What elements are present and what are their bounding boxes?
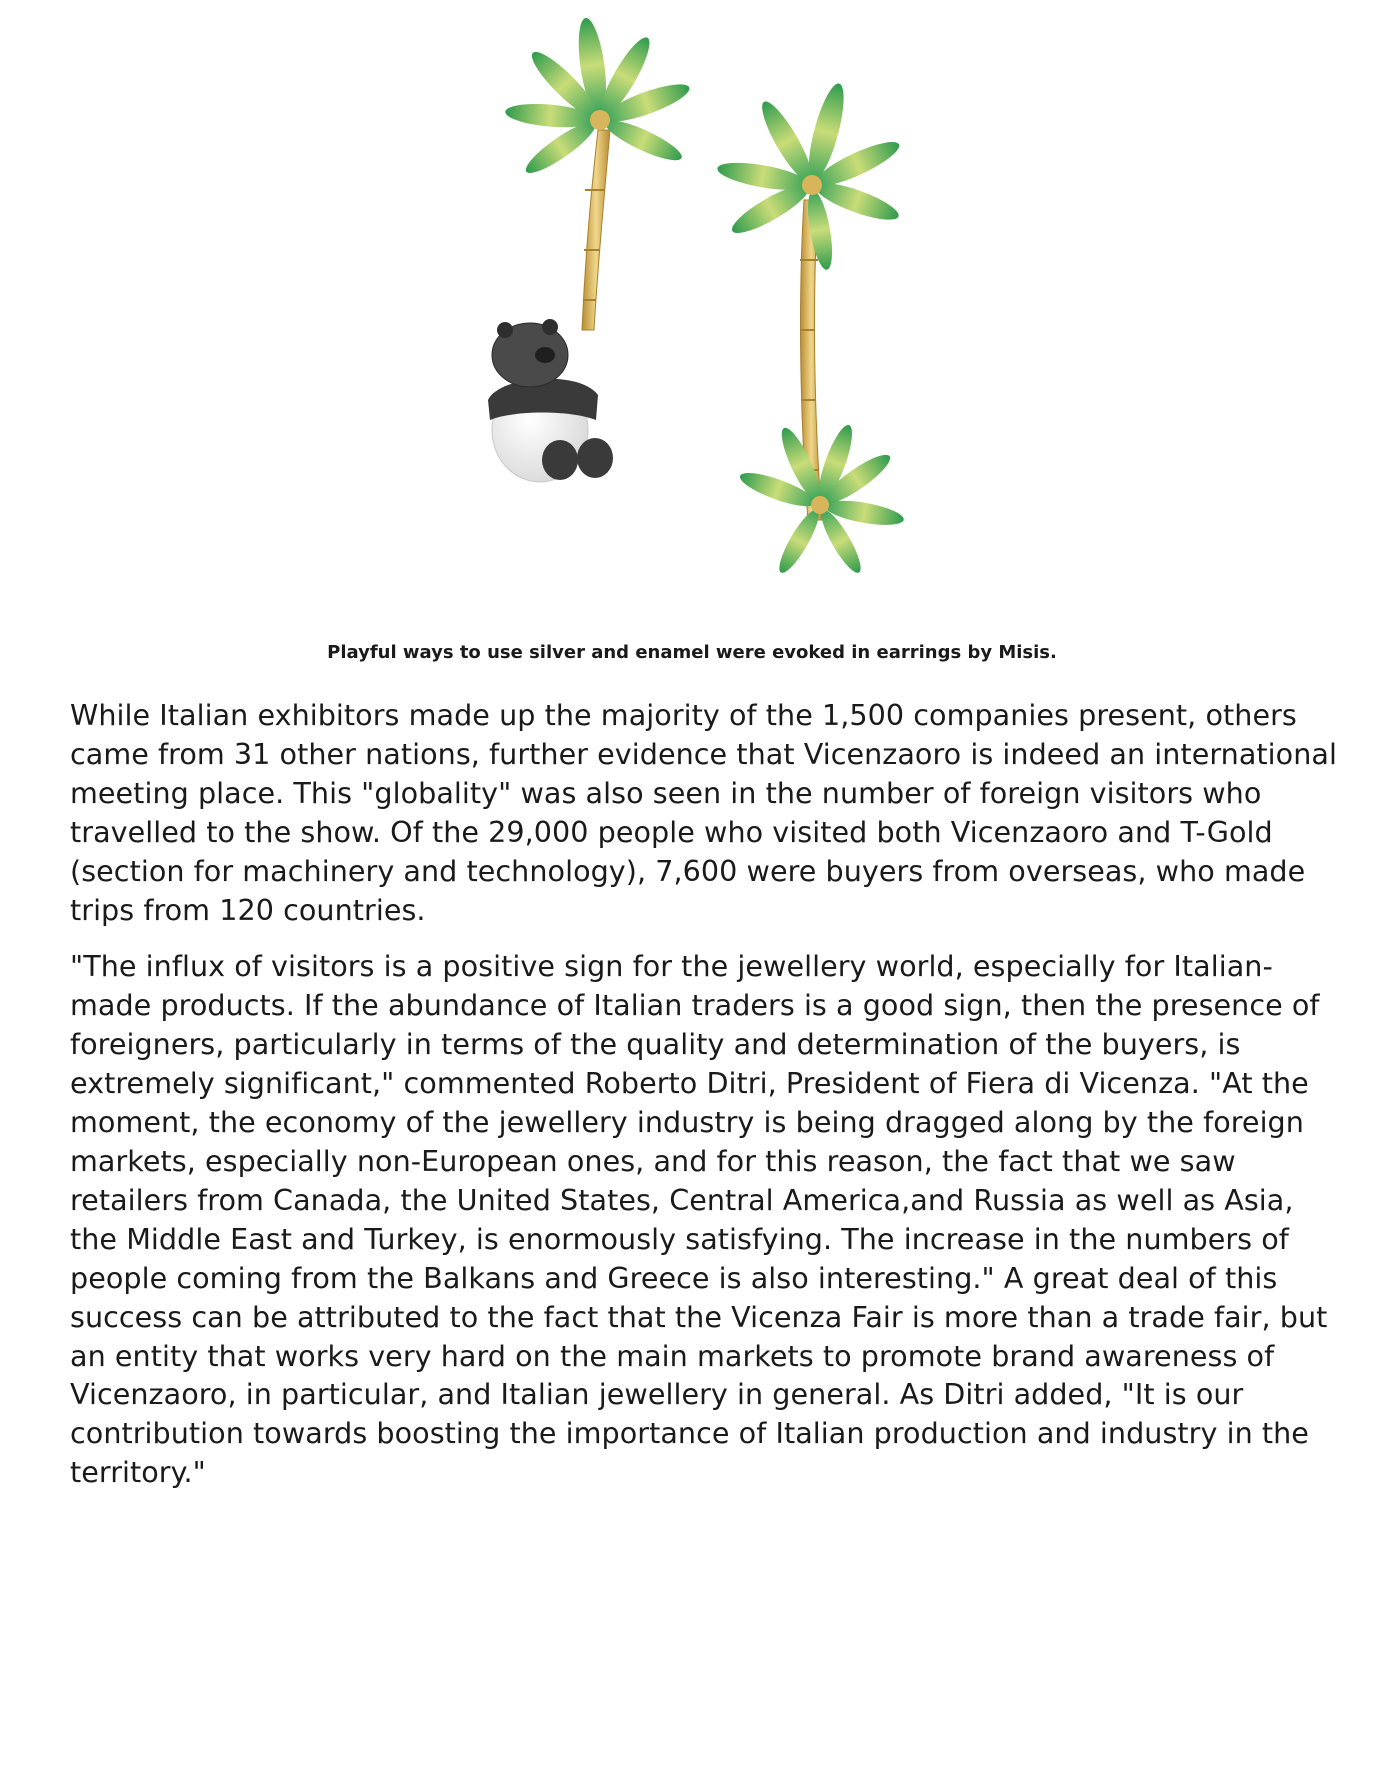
palm-tree-earrings-image [0, 0, 1384, 640]
photo-caption: Playful ways to use silver and enamel were evoked in earrings by Misis. [327, 642, 1057, 663]
earrings-photo [0, 0, 1384, 640]
right-earring [716, 80, 906, 577]
paragraph-1: While Italian exhibitors made up the majority of the 1,500 companies present, others came from 31 other nations, further evidence that Vicenzaoro is indeed an international meeting place. This "globality" was also seen in the number of foreign visitors who travelled to the show. Of the 29,000 people who visited both Vicenzaoro and T-Gold (section for machinery and technology), 7,600 were buyers from overseas, who made trips from 120 countries. [70, 698, 1337, 927]
paragraph-2: "The influx of visitors is a positive sign for the jewellery world, especially for Italian-made products. If the abundance of Italian traders is a good sign, then the presence of foreigners, particularly in terms of the quality and determination of the buyers, is extremely significant," commented Roberto Ditri, President of Fiera di Vicenza. "At the moment, the economy of the jewellery industry is being dragged along by the foreign markets, especially non-European ones, and for this reason, the fact that we saw retailers from Canada, the United States, Central America,and Russia as well as Asia, the Middle East and Turkey, is enormously satisfying. The increase in the numbers of people coming from the Balkans and Greece is also interesting." A great deal of this success can be attributed to the fact that the Vicenza Fair is more than a trade fair, but an entity that works very hard on the main markets to promote brand awareness of Vicenzaoro, in particular, and Italian jewellery in general. As Ditri added, "It is our contribution towards boosting the importance of Italian production and industry in the territory." [70, 949, 1328, 1490]
panda-charm [488, 319, 613, 482]
left-earring [488, 16, 693, 482]
article-body [70, 696, 1340, 1510]
